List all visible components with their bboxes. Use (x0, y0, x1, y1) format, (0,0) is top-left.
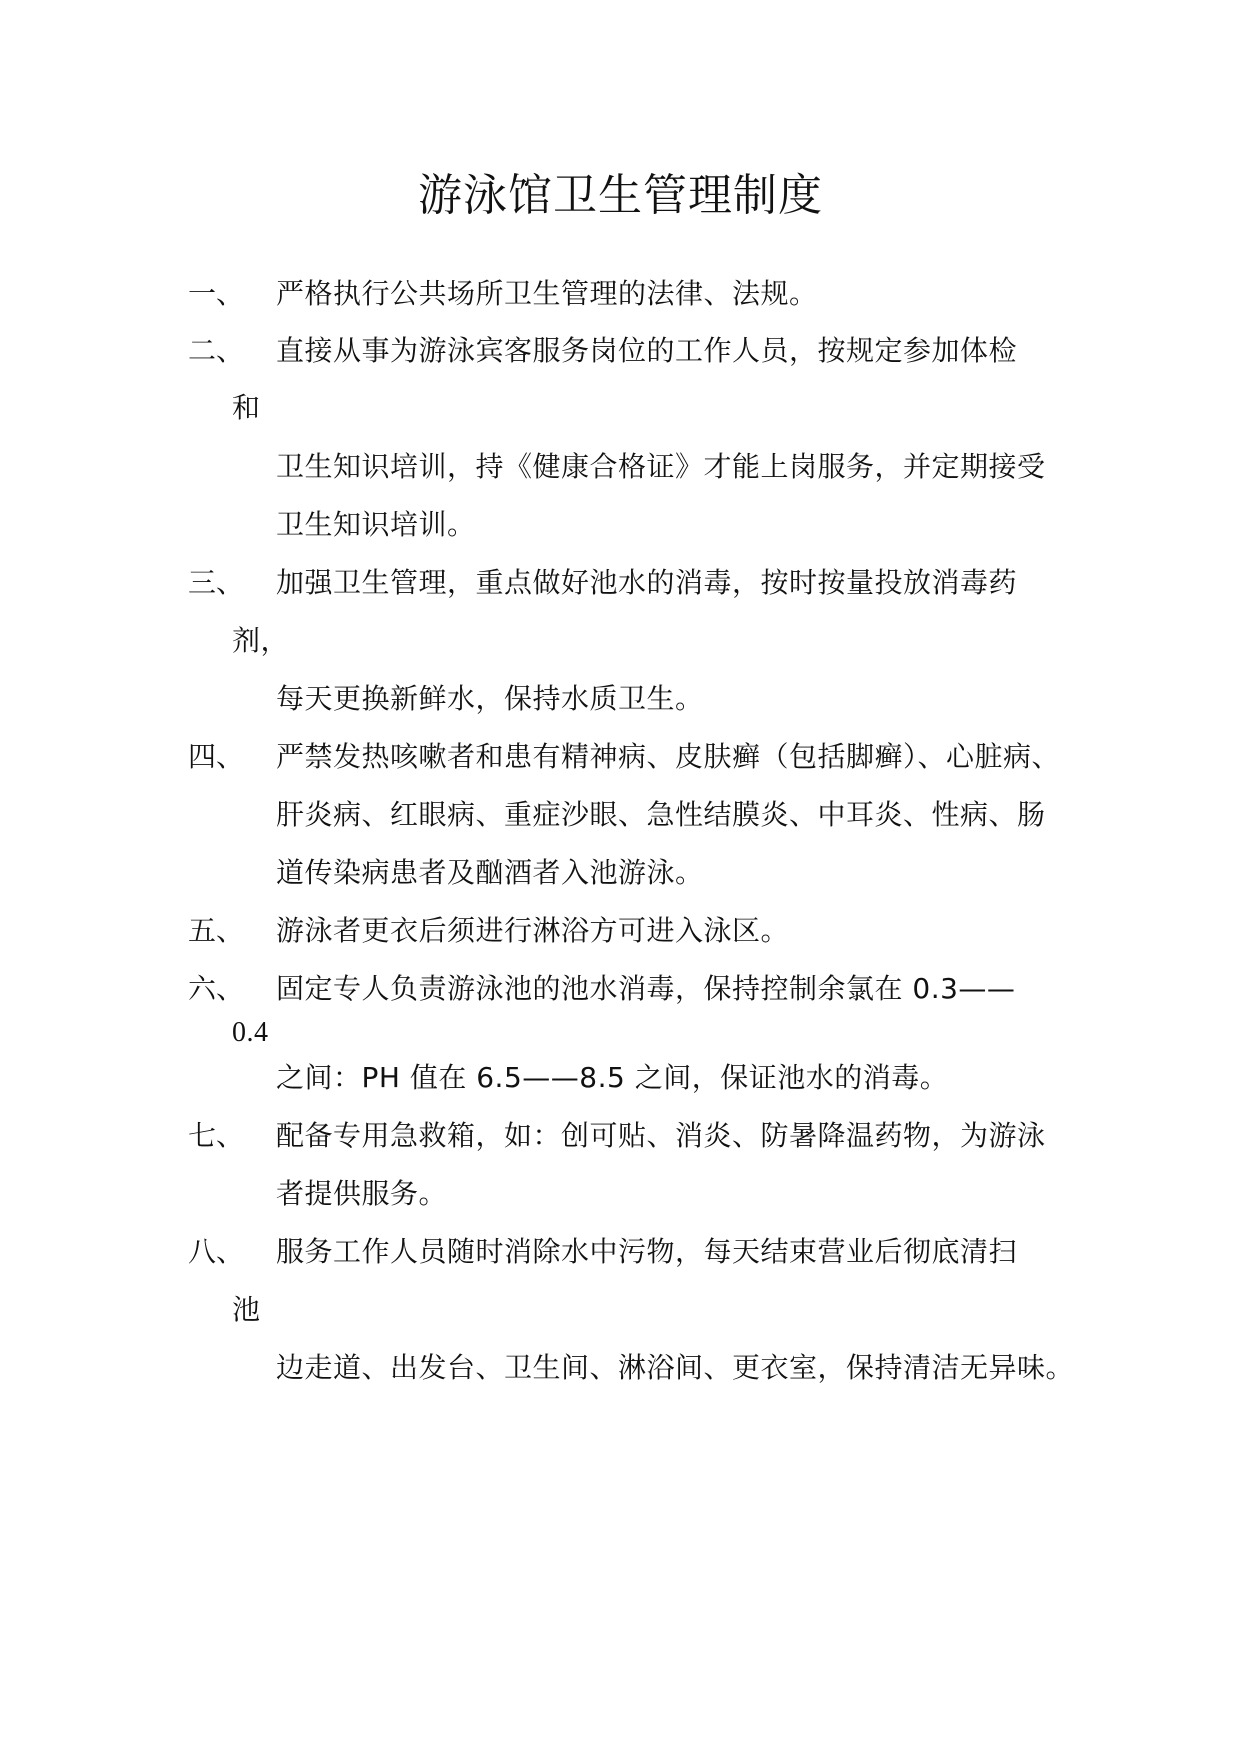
item-number: 二、 (188, 334, 245, 367)
item-line-wrap: 0.4 (232, 1017, 269, 1048)
item-number: 五、 (188, 914, 245, 947)
item-number: 四、 (188, 740, 245, 773)
document-title: 游泳馆卫生管理制度 (418, 170, 823, 221)
item-line-wrap: 剂， (232, 624, 290, 657)
item-number: 三、 (188, 566, 245, 599)
item-line: 游泳者更衣后须进行淋浴方可进入泳区。 (276, 914, 790, 947)
item-line: 之间：PH 值在 6.5——8.5 之间，保证池水的消毒。 (276, 1061, 949, 1094)
item-line: 严禁发热咳嗽者和患有精神病、皮肤癣（包括脚癣）、心脏病、 (276, 740, 1061, 773)
item-number: 一、 (188, 277, 245, 310)
item-line: 者提供服务。 (276, 1177, 448, 1210)
item-line: 固定专人负责游泳池的池水消毒，保持控制余氯在 0.3—— (276, 972, 1016, 1005)
item-line-wrap: 和 (232, 391, 261, 424)
item-line: 卫生知识培训，持《健康合格证》才能上岗服务，并定期接受 (276, 450, 1046, 483)
item-line-wrap: 池 (232, 1293, 261, 1326)
item-number: 八、 (188, 1235, 245, 1268)
item-line: 配备专用急救箱，如：创可贴、消炎、防暑降温药物，为游泳 (276, 1119, 1046, 1152)
item-line: 道传染病患者及酗酒者入池游泳。 (276, 856, 704, 889)
item-number: 六、 (188, 972, 245, 1005)
item-line: 加强卫生管理，重点做好池水的消毒，按时按量投放消毒药 (276, 566, 1018, 599)
item-line: 直接从事为游泳宾客服务岗位的工作人员，按规定参加体检 (276, 334, 1018, 367)
item-line: 肝炎病、红眼病、重症沙眼、急性结膜炎、中耳炎、性病、肠 (276, 798, 1046, 831)
item-number: 七、 (188, 1119, 245, 1152)
item-line: 每天更换新鲜水，保持水质卫生。 (276, 682, 704, 715)
item-line: 严格执行公共场所卫生管理的法律、法规。 (276, 277, 818, 310)
item-line: 服务工作人员随时消除水中污物，每天结束营业后彻底清扫 (276, 1235, 1018, 1268)
item-line: 边走道、出发台、卫生间、淋浴间、更衣室，保持清洁无异味。 (276, 1351, 1075, 1384)
item-line: 卫生知识培训。 (276, 508, 476, 541)
